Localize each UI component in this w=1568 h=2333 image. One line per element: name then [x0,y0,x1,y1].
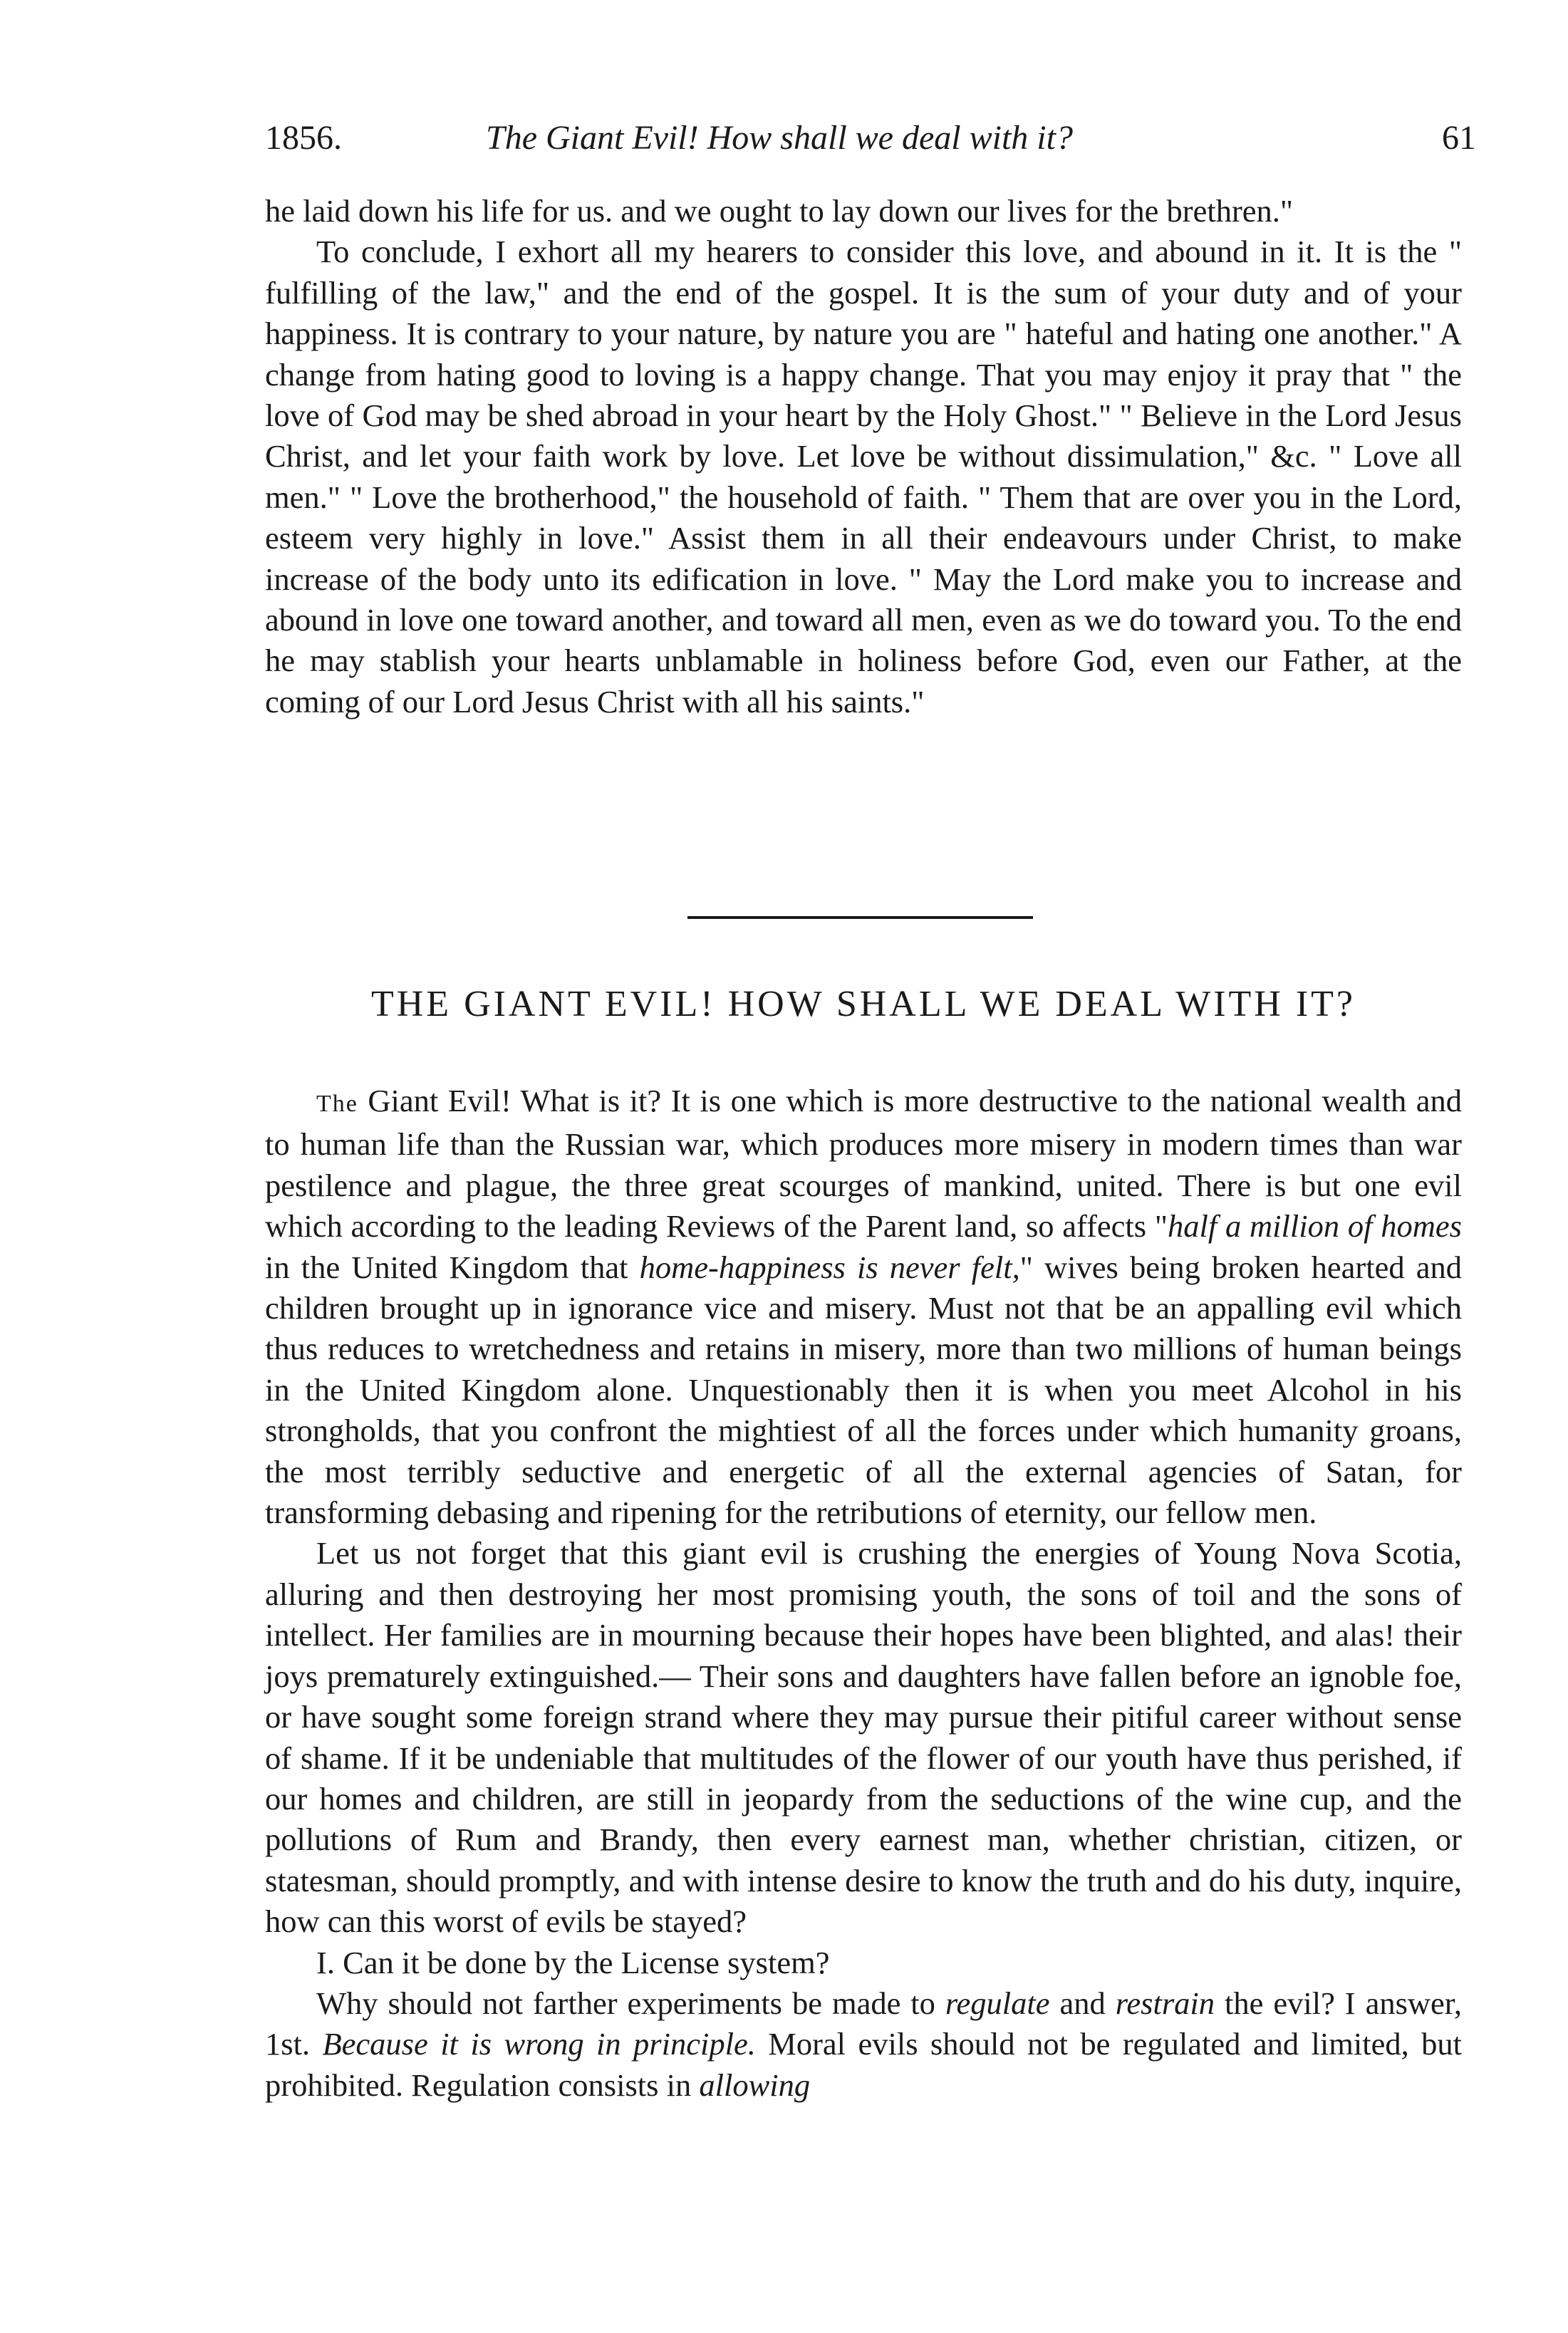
article-text: " wives being broken hearted and children brought up in ignorance vice and misery. Must not that be an appalling evil which thus reduces to wretchedness and retains in misery, more than two millions of human beings in the United Kingdom alone. Unquestionably then it is when you meet Alcohol in his strongholds, that you confront the mightiest of all the forces under which humanity groans, the most terribly seductive and energetic of all the external agencies of Satan, for transforming debasing and ripening for the retributions of eternity, our fellow men. [265,1249,1463,1531]
sermon-paragraph-1: he laid down his life for us. and we ought to lay down our lives for the brethren." [265,193,1294,229]
emphasis-text: Because it is wrong in principle. [322,2026,756,2062]
article-paragraph-4 [265,1983,1462,2106]
article-text: in the United Kingdom that [265,1249,640,1285]
article-title: THE GIANT EVIL! HOW SHALL WE DEAL WITH IT? [370,984,1356,1024]
header-year: 1856. [265,119,342,157]
sermon-paragraph-2: To conclude, I exhort all my hearers to consider this love, and abound in it. It is the " fulfilling of the law," and the end of the gospel. It is the sum of your duty and of your happiness. It is contrary to your nature, by nature you are " hateful and hating one another." A change from hating good to loving is a happy change. That you may enjoy it pray that " the love of God may be shed abroad in your heart by the Holy Ghost." " Believe in the Lord Jesus Christ, and let your faith work by love. Let love be without dissimulation," &c. " Love all men." " Love the brotherhood," the household of faith. " Them that are over you in the Lord, esteem very highly in love." Assist them in all their endeavours under Christ, to make increase of the body unto its edification in love. " May the Lord make you to increase and abound in love one toward another, and toward all men, even as we do toward you. To the end he may stablish your hearts unblamable in holiness before God, even our Father, at the coming of our Lord Jesus Christ with all his saints." [265,234,1462,719]
article-text: and [1049,1985,1116,2021]
article-paragraph-1 [265,1081,1462,1533]
sermon-conclusion [265,191,1462,722]
running-title: The Giant Evil! How shall we deal with it? [486,119,1073,157]
page-number: 61 [1442,119,1476,157]
emphasis-text: allowing [699,2067,811,2103]
drop-word: The [316,1091,358,1117]
article-paragraph-2: Let us not forget that this giant evil is crushing the energies of Young Nova Scotia, alluring and then destroying her most promising youth, the sons of toil and the sons of intellect. Her families are in mourning because their hopes have been blighted, and alas! their joys prematurely extinguished.— Their sons and daughters have fallen before an ignoble foe, or have sought some foreign strand where they may pursue their pitiful career without sense of shame. If it be undeniable that multitudes of the flower of our youth have thus perished, if our homes and children, are still in jeopardy from the seductions of the wine cup, and the pollutions of Rum and Brandy, then every earnest man, whether christian, citizen, or statesman, should promptly, and with intense desire to know the truth and do his duty, inquire, how can this worst of evils be stayed? [265,1535,1462,1940]
article-body [265,1081,1462,2106]
article-text: Why should not farther experiments be made to [316,1985,945,2021]
emphasis-text: half a million of homes [1168,1208,1462,1245]
article-text: the evil? I answer, 1st. [265,1985,1462,2062]
emphasis-text: regulate [945,1985,1050,2021]
article-paragraph-3: I. Can it be done by the License system? [316,1944,830,1980]
article-text: Giant Evil! What is it? It is one which is more destructive to the national wealth and to human life than the Russian war, which produces more misery in modern times than war pestilence and plague, the three great scourges of mankind, united. There is but one evil which according to the leading Reviews of the Parent land, so affects " [265,1083,1462,1245]
section-divider [687,916,1033,919]
emphasis-text: home-happiness is never felt, [639,1249,1020,1285]
emphasis-text: restrain [1115,1985,1215,2021]
article-text: Moral evils should not be regulated and limited, but prohibited. Regulation consists in [265,2026,1462,2103]
page-header [265,118,1476,168]
